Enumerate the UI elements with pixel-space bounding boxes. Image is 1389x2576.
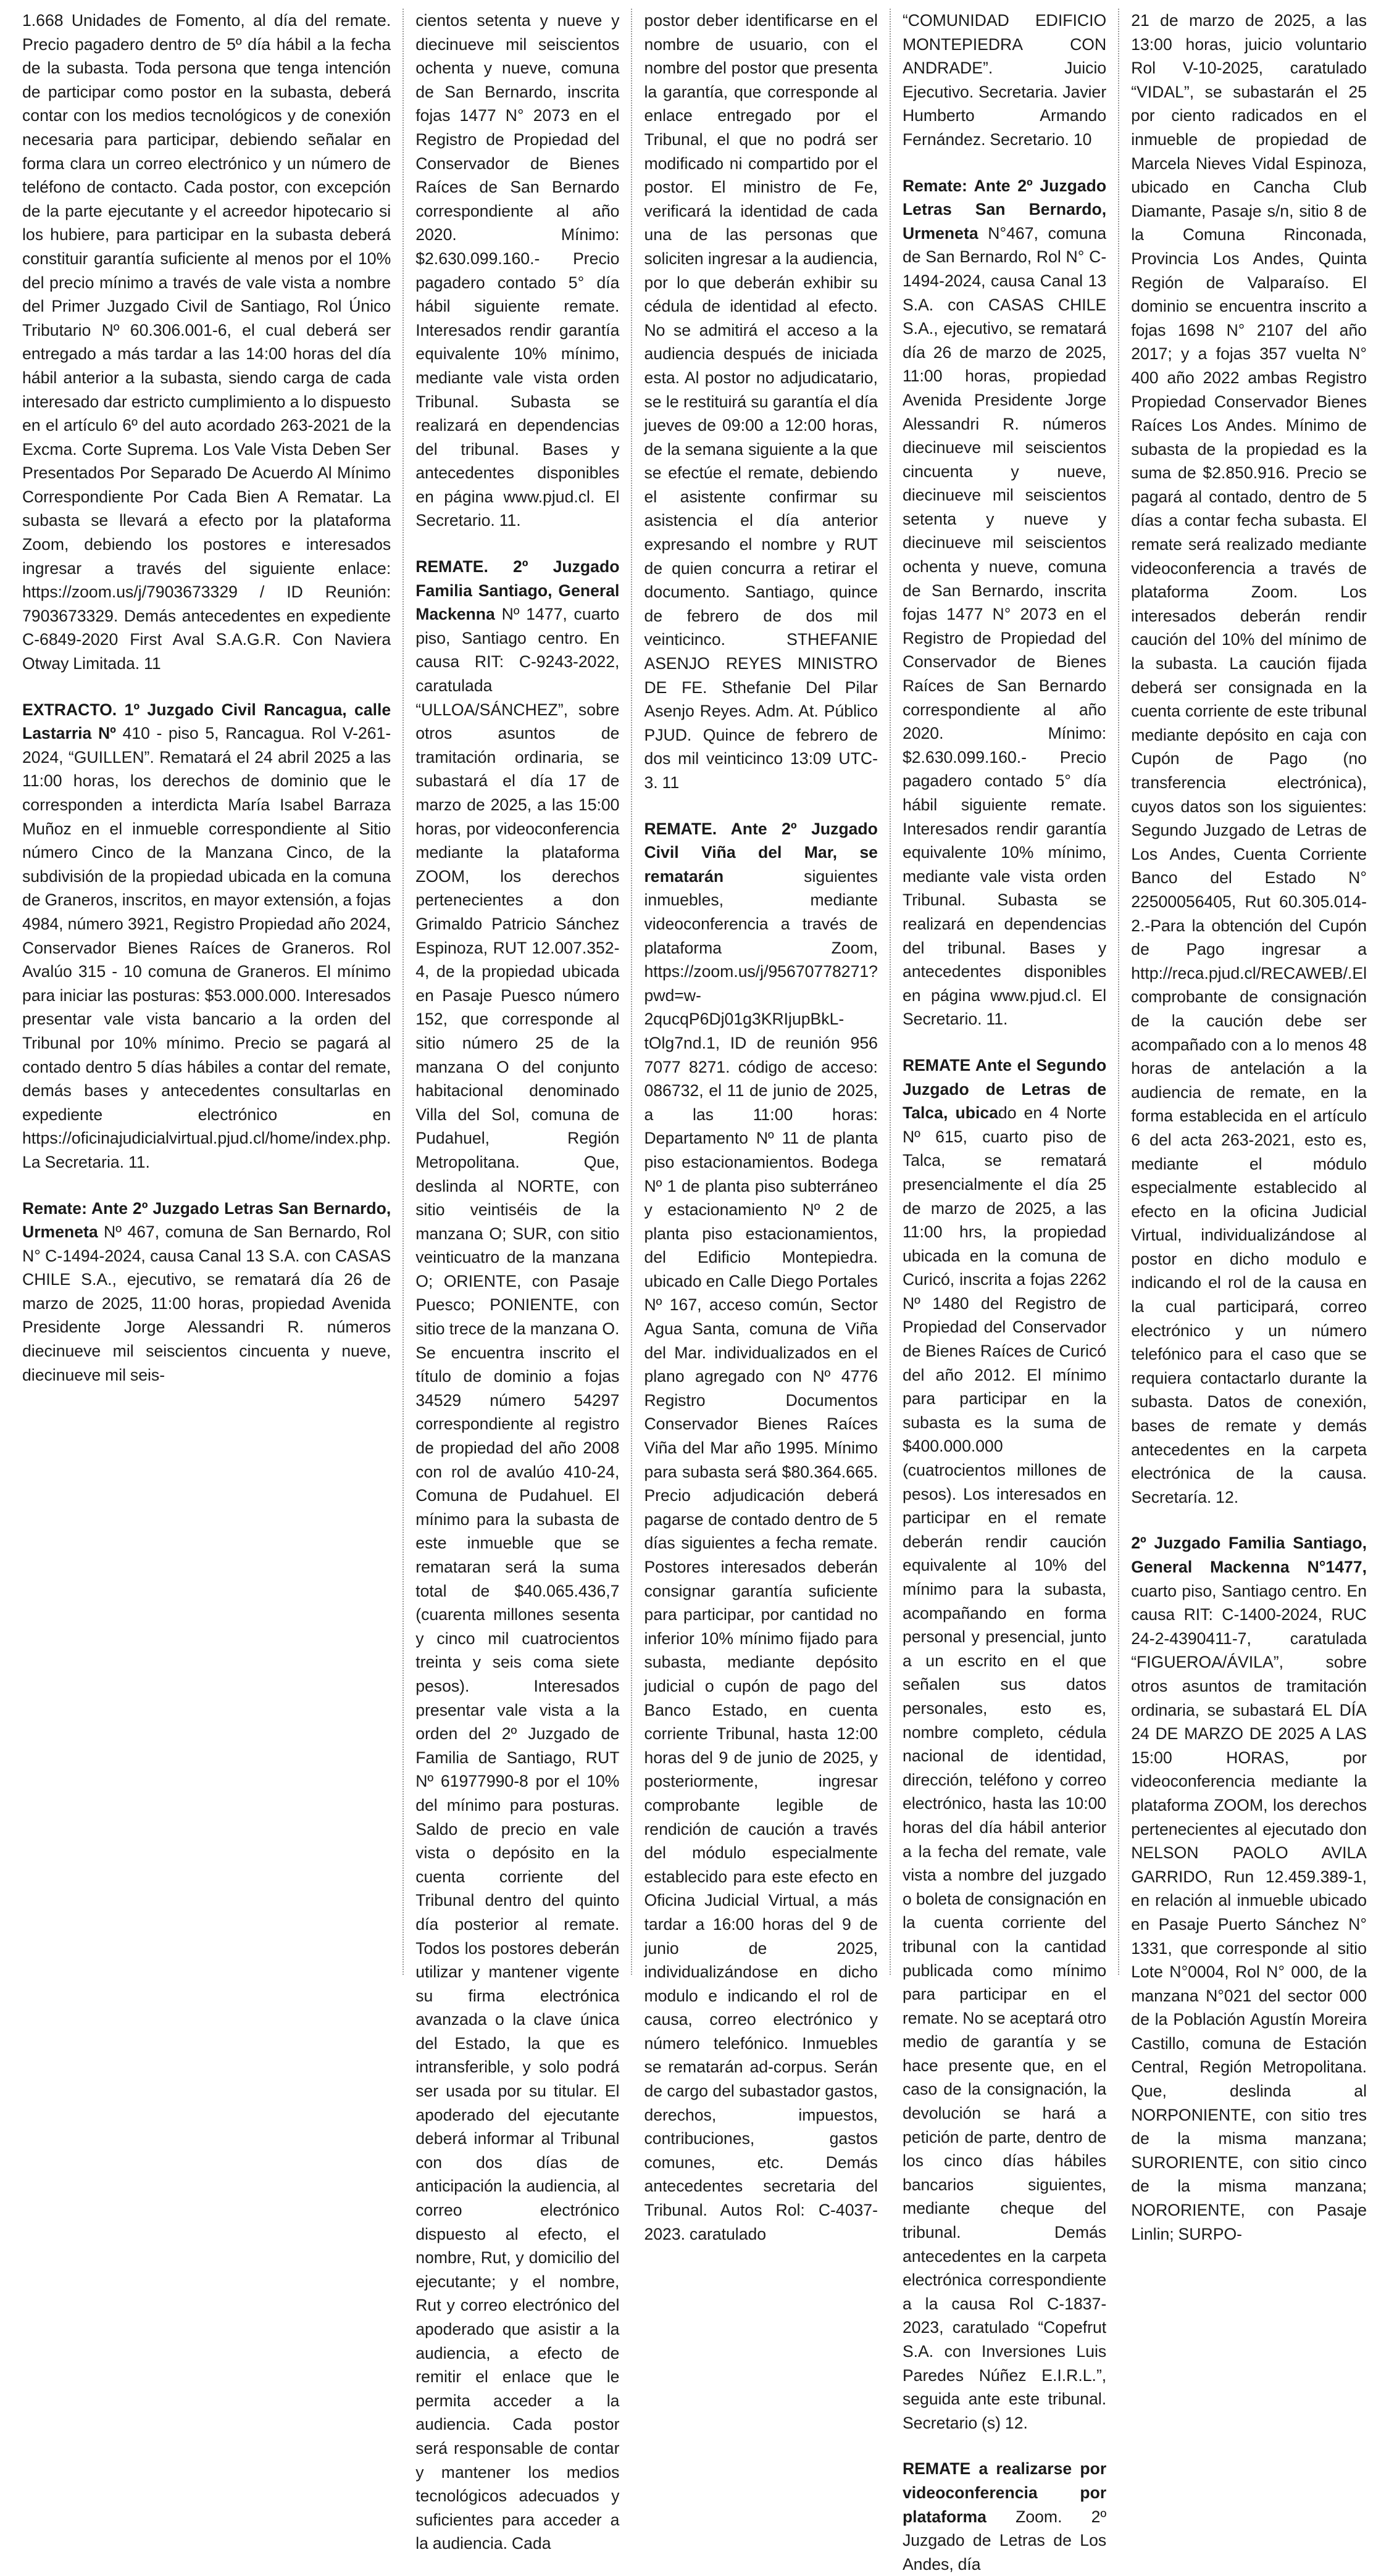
notice-body: “COMUNIDAD EDIFICIO MONTEPIEDRA CON ANDRADE”. Juicio Ejecutivo. Secretaria. Javier Humberto Armando Fernández. Secretario. 10 <box>902 11 1107 149</box>
notice-4-4 <box>903 2457 1106 2576</box>
notice-heading: REMATE. 2º Juzgado Familia Santiago, General Mackenna <box>415 557 620 624</box>
notice-body: 1.668 Unidades de Fomento, al día del remate. Precio pagadero dentro de 5º día hábil a la fecha de la subasta. Toda persona que tenga intención de participar como postor en la subasta, deberá contar con los medios tecnológicos y de conexión necesaria para participar, debiendo señalar en forma clara un correo electrónico y un número de teléfono de contacto. Cada postor, con excepción de la parte ejecutante y el acreedor hipotecario si los hubiere, para participar en la subasta deberá constituir garantía suficiente al menos por el 10% del precio mínimo a través de vale vista a nombre del Primer Juzgado Civil de Santiago, Rol Único Tributario Nº 60.306.001-6, el cual deberá ser entregado a más tardar a las 14:00 horas del día hábil anterior a la subasta, siendo carga de cada interesado dar estricto cumplimiento a lo dispuesto en el artículo 6º del auto acordado 263-2021 de la Excma. Corte Suprema. Los Vale Vista Deben Ser Presentados Por Separado De Acuerdo Al Mínimo Correspondiente Por Cada Bien A Rematar. La subasta se llevará a efecto por la plataforma Zoom, debiendo los postores e interesados ingresar a través del siguiente enlace: https://zoom.us/j/7903673329 / ID Reunión: 7903673329. Demás antecedentes en expediente C-6849-2020 First Aval S.A.G.R. Con Naviera Otway Limitada. 11 <box>22 11 391 673</box>
notice-heading: EXTRACTO. 1º Juzgado Civil Rancagua, calle Lastarria Nº <box>22 700 391 743</box>
notice-3-1 <box>644 9 877 795</box>
notice-body: Nº 1477, cuarto piso, Santiago centro. En causa RIT: C-9243-2022, caratulada “ULLOA/SÁNCHEZ”, sobre otros asuntos de tramitación ordinaria, se subastará el día 17 de marzo de 2025, a las 15:00 horas, por videoconferencia mediante la plataforma ZOOM, los derechos pertenecientes a don Grimaldo Patricio Sánchez Espinoza, RUT 12.007.352-4, de la propiedad ubicada en Pasaje Puesco número 152, que corresponde al sitio número 25 de la manzana O del conjunto habitacional denominado Villa del Sol, comuna de Pudahuel, Región Metropolitana. Que, deslinda al NORTE, con sitio veintiséis de la manzana O; SUR, con sitio veinticuatro de la manzana O; ORIENTE, con Pasaje Puesco; PONIENTE, con sitio trece de la manzana O. Se encuentra inscrito el título de dominio a fojas 34529 número 54297 correspondiente al registro de propiedad del año 2008 con rol de avalúo 410-24, Comuna de Pudahuel. El mínimo para la subasta de este inmueble que se remataran será la suma total de $40.065.436,7 (cuarenta millones sesenta y cinco mil cuatrocientos treinta y seis coma siete pesos). Interesados presentar vale vista a la orden del 2º Juzgado de Familia de Santiago, RUT Nº 61977990-8 por el 10% del mínimo para posturas. Saldo de precio en vale vista o depósito en la cuenta corriente del Tribunal dentro del quinto día posterior al remate. Todos los postores deberán utilizar y mantener vigente su firma electrónica avanzada o la clave única del Estado, la que es intransferible, y solo podrá ser usada por su titular. El apoderado del ejecutante deberá informar al Tribunal con dos días de anticipación la audiencia, al correo electrónico dispuesto al efecto, el nombre, Rut, y domicilio del ejecutante; y el nombre, Rut y correo electrónico del apoderado que asistir a la audiencia, a efecto de remitir el enlace que le permita acceder a la audiencia. Cada postor será responsable de contar y mantener los medios tecnológicos adecuados y suficientes para acceder a la audiencia. Cada <box>415 605 620 2553</box>
notice-heading: REMATE Ante el Segundo Juzgado de Letras de Talca, ubica <box>902 1055 1107 1123</box>
notice-body: cientos setenta y nueve y diecinueve mil seiscientos ochenta y nueve, comuna de San Bernardo, inscrita fojas 1477 N° 2073 en el Registro de Propiedad del Conservador de Bienes Raíces de San Bernardo correspondiente al año 2020. Mínimo: $2.630.099.160.- Precio pagadero contado 5° día hábil siguiente remate. Interesados rendir garantía equivalente 10% mínimo, mediante vale vista orden Tribunal. Subasta se realizará en dependencias del tribunal. Bases y antecedentes disponibles en página www.pjud.cl. El Secretario. 11. <box>415 11 620 530</box>
notice-3-2 <box>644 817 877 2246</box>
column-4 <box>902 9 1107 2574</box>
notice-heading: REMATE a realizarse por videoconferencia por plataforma <box>902 2459 1107 2526</box>
notice-body: cuarto piso, Santiago centro. En causa RIT: C-1400-2024, RUC 24-2-4390411-7, caratulada “FIGUEROA/ÁVILA”, sobre otros asuntos de tramitación ordinaria, se subastará EL DÍA 24 DE MARZO DE 2025 A LAS 15:00 HORAS, por videoconferencia mediante la plataforma ZOOM, los derechos pertenecientes al ejecutado don NELSON PAOLO AVILA GARRIDO, Run 12.459.389-1, en relación al inmueble ubicado en Pasaje Puerto Sánchez N° 1331, que corresponde al sitio Lote N°0004, Rol N° 000, de la manzana N°021 del sector 000 de la Población Agustín Moreira Castillo, comuna de Estación Central, Región Metropolitana. Que, deslinda al NORPONIENTE, con sitio tres de la misma manzana; SURORIENTE, con sitio cinco de la misma manzana; NORORIENTE, con Pasaje Linlin; SURPO- <box>1131 1581 1367 2243</box>
notice-body: Zoom. 2º Juzgado de Letras de Los Andes, día <box>902 2507 1107 2574</box>
column-2 <box>415 9 620 2553</box>
notice-body: siguientes inmuebles, mediante videoconferencia a través de plataforma Zoom, https://zoom.us/j/95670778271?pwd=w-2qucqP6Dj01g3KRIjupBkL-tOlg7nd.1, ID de reunión 956 7077 8271. código de acceso: 086732, el 11 de junio de 2025, a las 11:00 horas: Departamento Nº 11 de planta piso estacionamientos. Bodega Nº 1 de planta piso subterráneo y estacionamiento Nº 2 de planta piso estacionamientos, del Edificio Montepiedra. ubicado en Calle Diego Portales Nº 167, acceso común, Sector Agua Santa, comuna de Viña del Mar. individualizados en el plano agregado con Nº 4776 Registro Documentos Conservador Bienes Raíces Viña del Mar año 1995. Mínimo para subasta será $80.364.665. Precio adjudicación deberá pagarse de contado dentro de 5 días siguientes a fecha remate. Postores interesados deberán consignar garantía suficiente para participar, por cantidad no inferior 10% mínimo fijado para subasta, mediante depósito judicial o cupón de pago del Banco Estado, en cuenta corriente Tribunal, hasta 12:00 horas del 9 de junio de 2025, y posteriormente, ingresar comprobante legible de rendición de caución a través del módulo especialmente establecido para este efecto en Oficina Judicial Virtual, a más tardar a 16:00 horas del 9 de junio de 2025, individualizándose en dicho modulo e indicando el rol de causa, correo electrónico y número telefónico. Inmuebles se rematarán ad-corpus. Serán de cargo del subastador gastos, derechos, impuestos, contribuciones, gastos comunes, etc. Demás antecedentes secretaria del Tribunal. Autos Rol: C-4037-2023. caratulado <box>644 866 878 2243</box>
notice-body: do en 4 Norte Nº 615, cuarto piso de Talca, se rematará presencialmente el día 25 de marzo de 2025, a las 11:00 hrs, la propiedad ubicada en la comuna de Curicó, inscrita a fojas 2262 Nº 1480 del Registro de Propiedad del Conservador de Bienes Raíces de Curicó del año 2012. El mínimo para participar en la subasta es la suma de $400.000.000 (cuatrocientos millones de pesos). Los interesados en participar en el remate deberán rendir caución equivalente al 10% del mínimo para la subasta, acompañando en forma personal y presencial, junto a un escrito en el que señalen sus datos personales, esto es, nombre completo, cédula nacional de identidad, dirección, teléfono y correo electrónico, hasta las 10:00 horas del día hábil anterior a la fecha del remate, vale vista a nombre del juzgado o boleta de consignación en la cuenta corriente del tribunal con la cantidad publicada como mínimo para participar en el remate. No se aceptará otro medio de garantía y se hace presente que, en el caso de la consignación, la devolución se hará a petición de parte, dentro de los cinco días hábiles bancarios siguientes, mediante cheque del tribunal. Demás antecedentes en la carpeta electrónica correspondiente a la causa Rol C-1837-2023, caratulado “Copefrut S.A. con Inversiones Luis Paredes Núñez E.I.R.L.”, seguida ante este tribunal. Secretario (s) 12. <box>902 1103 1107 2432</box>
notice-1-3 <box>22 1197 391 1387</box>
notice-body: 410 - piso 5, Rancagua. Rol V-261-2024, “GUILLEN”. Rematará el 24 abril 2025 a las 11:00 horas, los derechos de dominio que le corresponden a interdicta María Isabel Barraza Muñoz en el inmueble correspondiente al Sitio número Cinco de la Manzana Cinco, de la subdivisión de la propiedad ubicada en la comuna de Graneros, inscritos, en mayor extensión, a fojas 4984, número 3921, Registro Propiedad año 2024, Conservador Bienes Raíces de Graneros. Rol Avalúo 315 - 10 comuna de Graneros. El mínimo para iniciar las posturas: $53.000.000. Interesados presentar vale vista bancario a la orden del Tribunal por 10% mínimo. Precio se pagará al contado dentro 5 días hábiles a contar del remate, demás bases y antecedentes consultarlas en expediente electrónico en https://oficinajudicialvirtual.pjud.cl/home/index.php. La Secretaria. 11. <box>22 724 391 1171</box>
notice-body: postor deber identificarse en el nombre de usuario, con el nombre del postor que presenta la garantía, que corresponde al enlace entregado por el Tribunal, el que no podrá ser modificado ni compartido por el postor. El ministro de Fe, verificará la identidad de cada una de las personas que soliciten ingresar a la audiencia, por lo que deberán exhibir su cédula de identidad al efecto. No se admitirá el acceso a la audiencia después de iniciada esta. Al postor no adjudicatario, se le restituirá su garantía el día jueves de 09:00 a 12:00 horas, de la semana siguiente a la que se efectúe el remate, debiendo el asistente confirmar su asistencia el día anterior expresando el nombre y RUT de quien concurra a retirar el documento. Santiago, quince de febrero de dos mil veinticinco. STHEFANIE ASENJO REYES MINISTRO DE FE. Sthefanie Del Pilar Asenjo Reyes. Adm. At. Público PJUD. Quince de febrero de dos mil veinticinco 13:09 UTC-3. 11 <box>644 11 878 792</box>
notice-body: Nº 467, comuna de San Bernardo, Rol N° C-1494-2024, causa Canal 13 S.A. con CASAS CHILE S.A., ejecutivo, se rematará día 26 de marzo de 2025, 11:00 horas, propiedad Avenida Presidente Jorge Alessandri R. números diecinueve mil seiscientos cincuenta y nueve, diecinueve mil seis- <box>22 1223 391 1384</box>
notice-heading: REMATE. Ante 2º Juzgado Civil Viña del Mar, se rematarán <box>644 819 878 886</box>
notice-heading: Remate: Ante 2º Juzgado Letras San Bernardo, Urmeneta <box>902 176 1107 243</box>
column-3 <box>644 9 878 2243</box>
column-1 <box>22 9 391 1975</box>
notice-heading: Remate: Ante 2º Juzgado Letras San Bernardo, Urmeneta <box>22 1199 391 1242</box>
notice-5-1 <box>1131 9 1367 1509</box>
notice-4-2 <box>903 174 1106 1031</box>
notice-5-2 <box>1131 1531 1367 2246</box>
notice-2-1 <box>415 9 619 533</box>
column-5 <box>1131 9 1367 2243</box>
notice-2-2 <box>415 555 619 2556</box>
notice-body: 21 de marzo de 2025, a las 13:00 horas, juicio voluntario Rol V-10-2025, caratulado “VIDAL”, se subastarán el 25 por ciento radicados en el inmueble de propiedad de Marcela Nieves Vidal Espinoza, ubicado en Cancha Club Diamante, Pasaje s/n, sitio 8 de la Comuna Rinconada, Provincia Los Andes, Quinta Región de Valparaíso. El dominio se encuentra inscrito a fojas 1698 N° 2107 del año 2017; y a fojas 357 vuelta N° 400 año 2022 ambas Registro Propiedad Conservador Bienes Raíces Los Andes. Mínimo de subasta de la propiedad es la suma de $2.850.916. Precio se pagará al contado, dentro de 5 días a contar fecha subasta. El remate será realizado mediante videoconferencia a través de plataforma Zoom. Los interesados deberán rendir caución del 10% del mínimo de la subasta. La caución fijada deberá ser consignada en la cuenta corriente de este tribunal mediante depósito en caja con Cupón de Pago (no transferencia electrónica), cuyos datos son los siguientes: Segundo Juzgado de Letras de Los Andes, Cuenta Corriente Banco del Estado N° 22500056405, Rut 60.305.014-2.-Para la obtención del Cupón de Pago ingresar a http://reca.pjud.cl/RECAWEB/.El comprobante de consignación de la caución debe ser acompañado con a lo menos 48 horas de antelación a la audiencia de remate, en la forma establecida en el artículo 6 del acta 263-2021, esto es, mediante el módulo especialmente establecido al efecto en la oficina Judicial Virtual, individualizándose al postor en dicho modulo e indicando el rol de la causa en la cual participará, correo electrónico y un número telefónico para el caso que se requiera contactarlo durante la subasta. Datos de conexión, bases de remate y demás antecedentes en la carpeta electrónica de la causa. Secretaría. 12. <box>1131 11 1367 1506</box>
notice-4-1 <box>903 9 1106 152</box>
notice-1-1 <box>22 9 391 676</box>
notice-1-2 <box>22 698 391 1174</box>
notice-body: N°467, comuna de San Bernardo, Rol N° C-1494-2024, causa Canal 13 S.A. con CASAS CHILE S.A., ejecutivo, se rematará día 26 de marzo de 2025, 11:00 horas, propiedad Avenida Presidente Jorge Alessandri R. números diecinueve mil seiscientos cincuenta y nueve, diecinueve mil seiscientos setenta y nueve y diecinueve mil seiscientos ochenta y nueve, comuna de San Bernardo, inscrita fojas 1477 N° 2073 en el Registro de Propiedad del Conservador de Bienes Raíces de San Bernardo correspondiente al año 2020. Mínimo: $2.630.099.160.- Precio pagadero contado 5° día hábil siguiente remate. Interesados rendir garantía equivalente 10% mínimo, mediante vale vista orden Tribunal. Subasta se realizará en dependencias del tribunal. Bases y antecedentes disponibles en página www.pjud.cl. El Secretario. 11. <box>902 223 1107 1029</box>
notice-heading: 2º Juzgado Familia Santiago, General Mackenna N°1477, <box>1131 1534 1367 1576</box>
notice-4-3 <box>903 1053 1106 2435</box>
